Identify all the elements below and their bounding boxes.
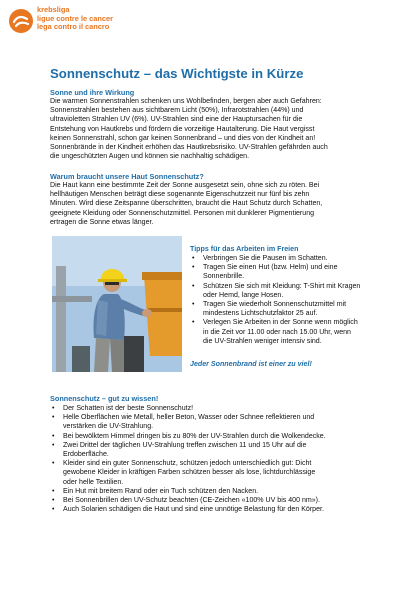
text-line: gewobene Kleider in kräftigen Farben schützen besser als lose, lichtdurchlässige [63,469,316,477]
text-line: Die Haut kann eine bestimmte Zeit der Sonne ausgesetzt sein, ohne sich zu röten. Bei [50,182,320,189]
text-line: geeignete Kleidung oder Sonnenschutzmittel. Personen mit dunklerer Pigmentierung [50,209,315,217]
list-item [50,505,395,514]
text-line: ertragen die Sonne etwas länger. [50,218,154,226]
text-line: • Verlegen Sie Arbeiten in der Sonne wenn möglich [203,319,358,327]
list-item [190,300,380,318]
text-line: • Tragen Sie einen Hut (bzw. Helm) und eine [203,264,338,272]
text-line: • Der Schatten ist der beste Sonnenschutz! [63,405,194,412]
text-line: hellhäutigen Menschen beträgt diese sogenannte Eigenschutzzeit nur fünf bis zehn [50,191,310,199]
section-heading-good-to-know: Sonnenschutz – gut zu wissen! [50,394,159,403]
tips-note: Jeder Sonnenbrand ist einer zu viel! [190,360,312,368]
text-line: • Ein Hut mit breitem Rand oder ein Tuch schützen den Nacken. [63,487,259,495]
text-line: mindestens Lichtschutzfaktor 25 auf. [203,310,318,318]
text-line: • Bei bewölktem Himmel dringen bis zu 80% der UV-Strahlen durch die Wolkendecke. [63,432,326,440]
list-item [190,282,380,300]
list-item [50,459,395,487]
text-line: oder Hemd, lange Hosen. [203,291,284,299]
list-item [50,413,395,431]
text-line: Sonnenbrände in der Kindheit erhöhen das Hautkrebsrisiko. UV-Strahlen gefährden auch [50,144,328,152]
list-item [50,441,395,459]
tips-heading: Tipps für das Arbeiten im Freien [190,245,299,253]
logo-text [37,6,113,32]
text-line: die ungeschützten Augen und können sie nachhaltig schädigen. [50,153,250,161]
good-to-know-list [50,404,395,514]
text-line: Erdoberfläche. [63,451,109,459]
text-line: in die Zeit vor 11.00 oder nach 15.00 Uhr, wenn [203,328,351,336]
list-item [50,404,395,413]
list-item [190,254,380,263]
text-line: • Bei Sonnenbrillen den UV-Schutz beachten (CE-Zeichen «100% UV bis 400 nm»). [63,497,320,505]
text-line: • Schützen Sie sich mit Kleidung: T-Shirt mit Kragen [203,282,361,290]
text-line: Minuten. Wird diese Zeitspanne überschritten, braucht die Haut Schutz durch Schatten, [50,200,323,208]
construction-worker-photo [52,236,182,372]
text-line: • Kleider sind ein guter Sonnenschutz, schützen jedoch unterschiedlich gut: Dicht [63,460,312,468]
text-line: keinen Sonnenstrahl, schon gar keinen Sonnenbrand – und dies von der Kindheit an! [50,134,316,142]
text-line: • Helle Oberflächen wie Metall, heller Beton, Wasser oder Schnee reflektieren und [63,414,315,422]
section-heading-why-protection: Warum braucht unsere Haut Sonnenschutz? [50,172,204,181]
text-line: • Verbringen Sie die Pausen im Schatten. [203,255,328,262]
worker-illustration [52,236,182,372]
list-item [50,432,395,441]
text-line: Sonnenstrahlen bestehen aus sichtbarem Licht (50%), Infrarotstrahlen (44%) und [50,107,304,115]
text-line: die UV-Strahlen weniger intensiv sind. [203,337,322,345]
krebsliga-logo-icon [8,8,34,34]
krebsliga-logo [8,6,168,40]
text-line: • Tragen Sie wiederholt Sonnenschutzmittel mit [203,301,347,309]
list-item [190,318,380,346]
text-line: verstärken die UV-Strahlung. [63,423,154,431]
logo-line: krebsliga [37,5,70,14]
text-line: Entstehung von Hautkrebs und fördern die vorzeitige Hautalterung. Die Haut vergisst [50,125,315,133]
page-title: Sonnenschutz – das Wichtigste in Kürze [50,66,304,81]
text-line: oder helle Textilien. [63,478,124,486]
tips-list [190,254,380,346]
list-item [190,263,380,281]
text-line: Sonnenbrille. [203,273,245,281]
list-item [50,487,395,496]
section-heading-sun-effects: Sonne und ihre Wirkung [50,88,135,97]
section-body-why-protection [50,181,390,227]
list-item [50,496,395,505]
logo-line: ligue contre le cancer [37,13,113,23]
text-line: Die warmen Sonnenstrahlen schenken uns Wohlbefinden, bergen aber auch Gefahren: [50,98,322,105]
text-line: • Zwei Drittel der täglichen UV-Strahlung treffen zwischen 11 und 15 Uhr auf die [63,441,307,449]
section-body-sun-effects [50,97,390,161]
logo-line: lega contro il cancro [37,22,110,32]
text-line: • Auch Solarien schädigen die Haut und sind eine unnötige Belastung für den Körper. [63,506,324,514]
text-line: ultravioletten Strahlen UV (6%). UV-Strahlen sind eine der Hauptursachen für die [50,116,303,124]
